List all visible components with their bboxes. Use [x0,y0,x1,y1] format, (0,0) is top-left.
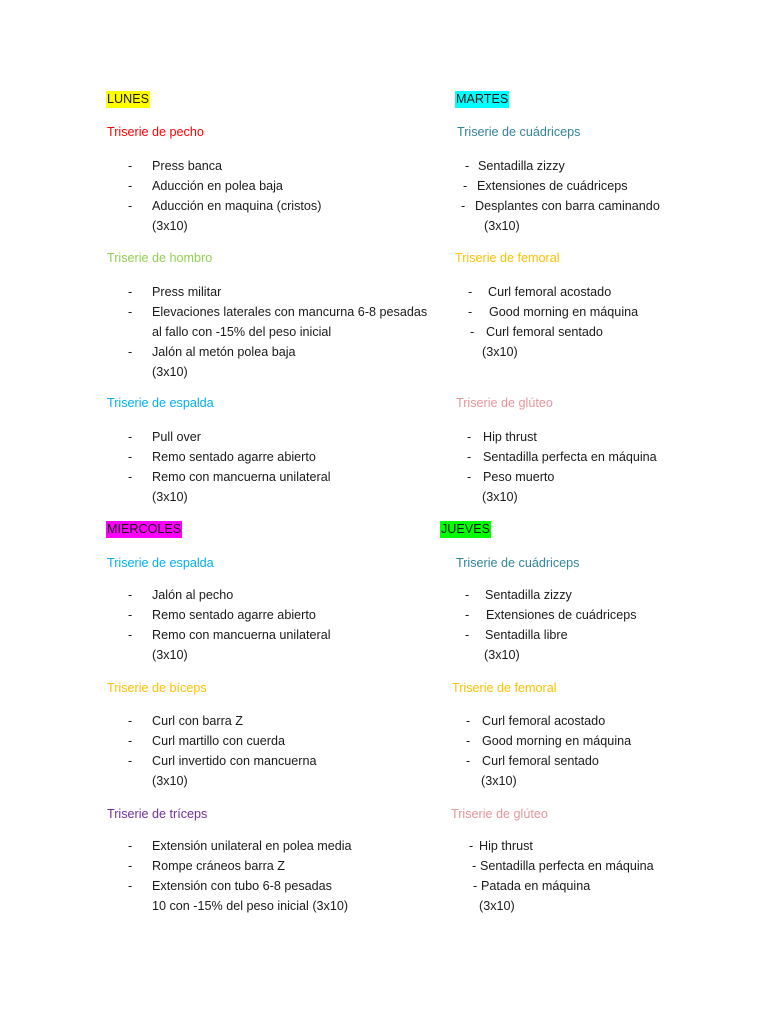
list-item: - Sentadilla zizzy [465,588,572,602]
day-header-lunes: LUNES [107,92,149,106]
list-item: - Good morning en máquina [466,734,632,748]
list-item: - Pull over [128,430,201,444]
list-item: - Patada en máquina [473,879,591,893]
list-item: - Remo sentado agarre abierto [128,450,316,464]
list-item: - Curl femoral acostado [466,714,606,728]
section-title: Triserie de glúteo [451,807,548,821]
list-item: - Sentadilla perfecta en máquina [467,450,657,464]
list-item: - Aducción en maquina (cristos) [128,199,322,213]
section-title: Triserie de bíceps [107,681,207,695]
exercise-list [128,836,438,916]
list-item: - Rompe cráneos barra Z [128,859,285,873]
section-title: Triserie de glúteo [456,396,553,410]
section-title: Triserie de femoral [455,251,560,265]
sets-label: (3x10) [482,345,518,359]
exercise-list [465,585,745,665]
list-item: - Curl martillo con cuerda [128,734,285,748]
sets-label: (3x10) [152,490,188,504]
list-item: - Curl con barra Z [128,714,243,728]
list-item: - Sentadilla perfecta en máquina [472,859,654,873]
exercise-list [128,282,438,382]
exercise-list [469,836,749,916]
sets-label: (3x10) [481,774,517,788]
exercise-list [468,282,748,362]
sets-label: (3x10) [152,648,188,662]
list-item: - Jalón al metón polea baja [128,345,296,359]
list-item: - Aducción en polea baja [128,179,283,193]
list-item: - Press militar [128,285,222,299]
list-item: - Peso muerto [467,470,555,484]
section-title: Triserie de espalda [107,556,214,570]
list-item: - Press banca [128,159,223,173]
day-header-martes: MARTES [456,92,509,106]
section-title: Triserie de cuádriceps [456,556,580,570]
section-title: Triserie de hombro [107,251,213,265]
sets-label: (3x10) [152,219,188,233]
exercise-list [128,427,428,507]
exercise-list [128,711,428,791]
list-item: - Extensión con tubo 6-8 pesadas [128,879,332,893]
section-title: Triserie de femoral [452,681,557,695]
sets-label: (3x10) [484,219,520,233]
list-item: - Curl femoral acostado [468,285,612,299]
list-item: - Sentadilla zizzy [465,159,565,173]
list-item: - Jalón al pecho [128,588,234,602]
exercise-list [128,585,428,665]
list-item: - Good morning en máquina [468,305,639,319]
list-item: - Extensiones de cuádriceps [463,179,628,193]
list-item: - Remo con mancuerna unilateral [128,628,331,642]
list-item: - Curl femoral sentado [470,325,603,339]
section-title: Triserie de cuádriceps [457,125,581,139]
section-title: Triserie de espalda [107,396,214,410]
list-item: - Curl invertido con mancuerna [128,754,317,768]
list-item: - Hip thrust [467,430,537,444]
list-item: - Curl femoral sentado [466,754,599,768]
day-header-miercoles: MIERCOLES [107,522,182,536]
section-title: Triserie de pecho [107,125,204,139]
sets-label: 10 con -15% del peso inicial (3x10) [152,899,349,913]
list-item: - Extensión unilateral en polea media [128,839,352,853]
exercise-list [128,156,428,236]
list-item: - Remo sentado agarre abierto [128,608,316,622]
list-item: - Remo con mancuerna unilateral [128,470,331,484]
list-item: - Elevaciones laterales con mancurna 6-8 pesadas [128,305,428,319]
sets-label: (3x10) [479,899,515,913]
exercise-list [467,427,747,507]
sets-label: (3x10) [482,490,518,504]
day-header-jueves: JUEVES [441,522,490,536]
exercise-list [460,156,740,236]
list-item: - Hip thrust [469,839,533,853]
list-item: - Sentadilla libre [465,628,568,642]
list-item-continuation: al fallo con -15% del peso inicial [152,325,332,339]
exercise-list [466,711,746,791]
sets-label: (3x10) [484,648,520,662]
sets-label: (3x10) [152,365,188,379]
list-item: - Desplantes con barra caminando [461,199,660,213]
section-title: Triserie de tríceps [107,807,208,821]
list-item: - Extensiones de cuádriceps [465,608,637,622]
sets-label: (3x10) [152,774,188,788]
